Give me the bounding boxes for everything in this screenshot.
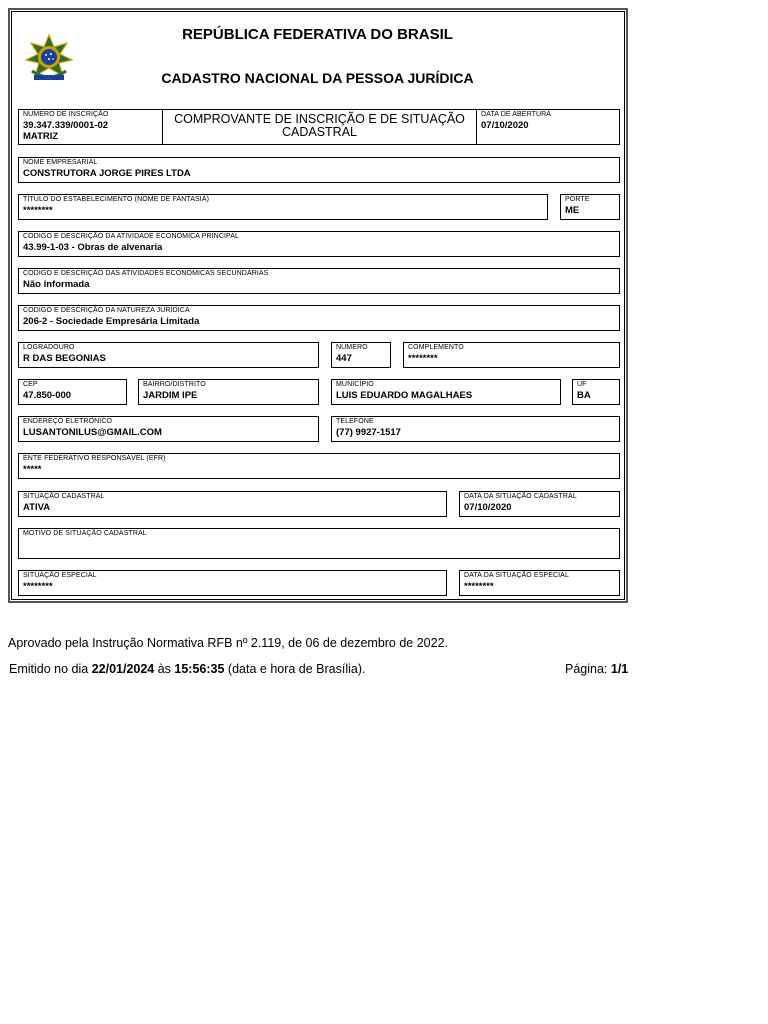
nome-empresarial-label: NOME EMPRESARIAL [23,159,98,166]
porte-value: ME [565,205,580,216]
natureza-juridica-value: 206-2 - Sociedade Empresária Limitada [23,316,200,327]
logradouro-field [18,342,319,368]
emitido-text [9,662,366,676]
atividade-principal-field [18,231,620,257]
efr-label: ENTE FEDERATIVO RESPONSÁVEL (EFR) [23,455,166,462]
titulo-value: ******** [23,205,53,216]
natureza-juridica-field [18,305,620,331]
comprovante-title-box [162,109,477,145]
pagina-label: Página: [565,662,611,676]
municipio-value: LUIS EDUARDO MAGALHAES [336,390,473,401]
emitido-suffix: (data e hora de Brasília). [224,662,366,676]
nome-empresarial-field [18,157,620,183]
situacao-label: SITUAÇÃO CADASTRAL [23,493,105,500]
titulo-field [18,194,548,220]
porte-label: PORTE [565,196,590,203]
emitido-prefix: Emitido no dia [9,662,92,676]
data-situacao-label: DATA DA SITUAÇÃO CADASTRAL [464,493,577,500]
telefone-value: (77) 9927-1517 [336,427,401,438]
complemento-label: COMPLEMENTO [408,344,464,351]
email-label: ENDEREÇO ELETRÔNICO [23,418,113,425]
republic-title: REPÚBLICA FEDERATIVA DO BRASIL [182,26,453,43]
inscricao-tipo: MATRIZ [23,131,59,142]
email-field [18,416,319,442]
data-situacao-especial-label: DATA DA SITUAÇÃO ESPECIAL [464,572,569,579]
inscricao-value: 39.347.339/0001-02 [23,120,109,131]
logradouro-label: LOGRADOURO [23,344,75,351]
emitido-time: 15:56:35 [174,662,225,676]
cnpj-title: CADASTRO NACIONAL DA PESSOA JURÍDICA [161,70,474,86]
porte-field [560,194,620,220]
cep-label: CEP [23,381,38,388]
data-situacao-especial-field [459,570,620,596]
atividade-principal-label: CÓDIGO E DESCRIÇÃO DA ATIVIDADE ECONÔMICA PRINCIPAL [23,233,240,240]
emitido-mid: às [154,662,175,676]
inscricao-field [18,109,163,145]
aprovado-text: Aprovado pela Instrução Normativa RFB nº 2.119, de 06 de dezembro de 2022. [8,636,449,650]
atividades-secundarias-value: Não informada [23,279,90,290]
titulo-label: TÍTULO DO ESTABELECIMENTO (NOME DE FANTASIA) [23,196,210,203]
efr-value: ***** [23,464,42,475]
motivo-label: MOTIVO DE SITUAÇÃO CADASTRAL [23,530,147,537]
situacao-especial-field [18,570,447,596]
pagina-text [565,662,628,676]
cep-field [18,379,127,405]
uf-field [572,379,620,405]
comprovante-line2: CADASTRAL [281,125,358,139]
bairro-label: BAIRRO/DISTRITO [143,381,206,388]
atividade-principal-value: 43.99-1-03 - Obras de alvenaria [23,242,163,253]
municipio-field [331,379,561,405]
numero-field [331,342,391,368]
bairro-field [138,379,319,405]
uf-value: BA [577,390,591,401]
complemento-field [403,342,620,368]
natureza-juridica-label: CÓDIGO E DESCRIÇÃO DA NATUREZA JURÍDICA [23,307,190,314]
efr-field [18,453,620,479]
numero-value: 447 [336,353,352,364]
cep-value: 47.850-000 [23,390,72,401]
numero-label: NÚMERO [336,344,368,351]
logradouro-value: R DAS BEGONIAS [23,353,106,364]
comprovante-line1: COMPROVANTE DE INSCRIÇÃO E DE SITUAÇÃO [174,112,465,126]
complemento-value: ******** [408,353,438,364]
pagina-value: 1/1 [610,662,629,676]
data-situacao-field [459,491,620,517]
municipio-label: MUNICÍPIO [336,381,374,388]
situacao-especial-value: ******** [23,581,53,592]
abertura-label: DATA DE ABERTURA [481,111,552,118]
atividades-secundarias-field [18,268,620,294]
situacao-field [18,491,447,517]
nome-empresarial-value: CONSTRUTORA JORGE PIRES LTDA [23,168,191,179]
situacao-especial-label: SITUAÇÃO ESPECIAL [23,572,97,579]
uf-label: UF [577,381,587,388]
email-value: LUSANTONILUS@GMAIL.COM [23,427,162,438]
atividades-secundarias-label: CÓDIGO E DESCRIÇÃO DAS ATIVIDADES ECONÔMICAS SECUNDÁRIAS [23,270,269,277]
motivo-field [18,528,620,559]
data-situacao-value: 07/10/2020 [464,502,512,513]
abertura-field [476,109,620,145]
abertura-value: 07/10/2020 [481,120,529,131]
emitido-date: 22/01/2024 [91,662,155,676]
data-situacao-especial-value: ******** [464,581,494,592]
inscricao-label: NÚMERO DE INSCRIÇÃO [23,111,109,118]
situacao-value: ATIVA [23,502,51,513]
telefone-label: TELEFONE [336,418,374,425]
telefone-field [331,416,620,442]
bairro-value: JARDIM IPE [143,390,198,401]
